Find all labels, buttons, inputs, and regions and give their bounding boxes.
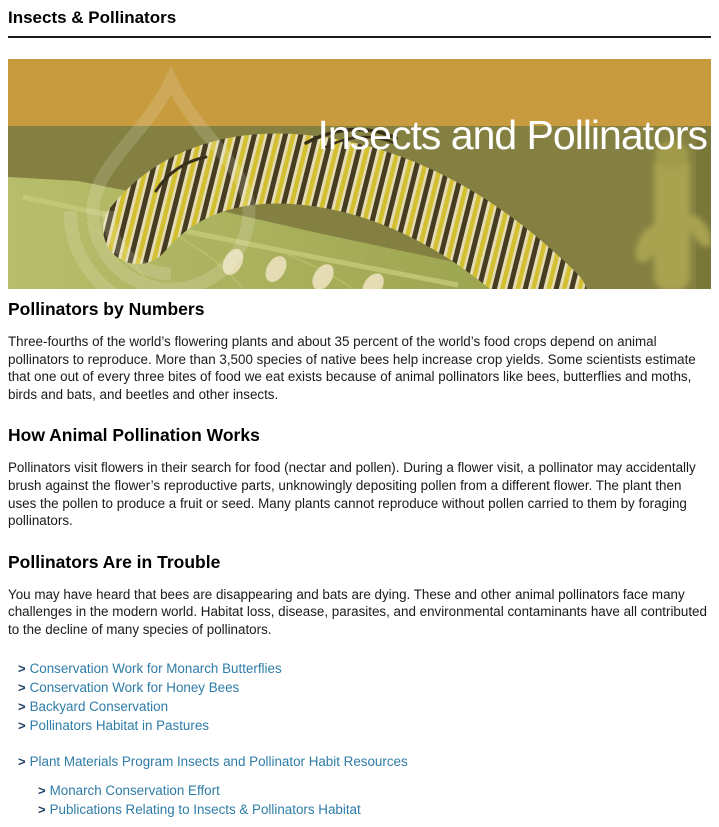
link-list-sub [8,781,711,819]
link-publications-insects-pollinators-habitat[interactable]: Publications Relating to Insects & Pollinators Habitat [49,801,361,817]
arrow-bullet-icon: > [18,660,25,676]
paragraph-pollinators-are-in-trouble: You may have heard that bees are disappearing and bats are dying. These and other animal pollinators face many challenges in the modern world. Habitat loss, disease, parasites, and environmental contaminants have all contributed to the decline of many species of pollinators. [8,586,707,637]
arrow-bullet-icon: > [38,782,45,798]
arrow-bullet-icon: > [18,698,25,714]
page-title [8,8,711,38]
list-item [18,752,711,771]
link-monarch-conservation-effort[interactable]: Monarch Conservation Effort [49,782,220,798]
link-backyard-conservation[interactable]: Backyard Conservation [29,698,169,714]
list-item [18,697,711,716]
list-item [18,678,711,697]
arrow-bullet-icon: > [18,753,25,769]
link-list-secondary [8,752,711,771]
list-item [38,800,711,819]
arrow-bullet-icon: > [18,717,25,733]
link-pollinators-habitat-in-pastures[interactable]: Pollinators Habitat in Pastures [29,717,209,733]
link-conservation-work-monarch-butterflies[interactable]: Conservation Work for Monarch Butterflies [29,660,282,676]
heading-pollinators-by-numbers: Pollinators by Numbers [8,299,205,319]
list-item [18,659,711,678]
page-title-text: Insects & Pollinators [8,8,177,27]
banner-illustration [8,59,711,289]
paragraph-how-animal-pollination-works: Pollinators visit flowers in their search for food (nectar and pollen). During a flower visit, a pollinator may accidentally brush against the flower’s reproductive parts, unknowingly depositing pollen from a different flower. The plant then uses the pollen to produce a fruit or seed. Many plants cannot reproduce without pollen carried to them by foraging pollinators. [8,460,696,529]
link-plant-materials-program-resources[interactable]: Plant Materials Program Insects and Pollinator Habit Resources [29,753,408,769]
banner-image [8,59,711,289]
list-item [18,716,711,735]
banner-title: Insects and Pollinators [317,112,707,158]
link-conservation-work-honey-bees[interactable]: Conservation Work for Honey Bees [29,679,240,695]
link-list-primary [8,659,711,735]
arrow-bullet-icon: > [38,801,45,817]
list-item [38,781,711,800]
heading-pollinators-are-in-trouble: Pollinators Are in Trouble [8,551,221,572]
arrow-bullet-icon: > [18,679,25,695]
paragraph-pollinators-by-numbers: Three-fourths of the world’s flowering plants and about 35 percent of the world’s food crops depend on animal pollinators to reproduce. More than 3,500 species of native bees help increase crop yields. Some scientists estimate that one out of every three bites of food we eat exists because of animal pollinators like bees, butterflies and moths, birds and bats, and beetles and other insects. [8,334,696,402]
heading-how-animal-pollination-works: How Animal Pollination Works [8,425,260,446]
